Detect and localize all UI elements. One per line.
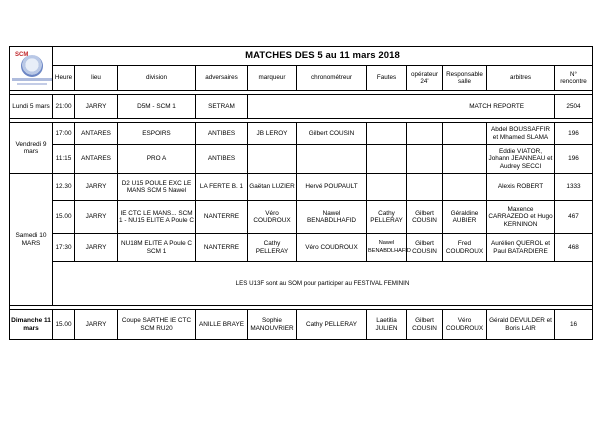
cell-operateur: Gilbert COUSIN <box>407 310 443 340</box>
cell-adversaires: LA FERTE B. 1 <box>196 174 248 201</box>
cell-rencontre: 1333 <box>555 174 593 201</box>
cell-chronometreur: Véro COUDROUX <box>297 234 367 262</box>
cell-division: Coupe SARTHE IE CTC SCM RU20 <box>118 310 196 340</box>
cell-adversaires: SETRAM <box>196 95 248 119</box>
cell-fautes <box>367 123 407 145</box>
table-row <box>10 145 593 174</box>
header-row <box>10 66 593 91</box>
cell-marqueur: JB LEROY <box>248 123 297 145</box>
header-operateur: opérateur 24' <box>407 66 443 91</box>
cell-heure: 17:00 <box>53 123 75 145</box>
day-cell-sunday: Dimanche 11 mars <box>10 310 53 340</box>
cell-fautes <box>367 174 407 201</box>
cell-operateur <box>407 123 443 145</box>
cell-heure: 21:00 <box>53 95 75 119</box>
cell-heure: 12.30 <box>53 174 75 201</box>
cell-marqueur: Sophie MANOUVRIER <box>248 310 297 340</box>
cell-fautes: Cathy PELLERAY <box>367 201 407 234</box>
cell-division: D2 U15 POULE EXC LE MANS SCM 5 Nawel <box>118 174 196 201</box>
match-schedule-sheet <box>9 46 592 340</box>
table-row <box>10 95 593 119</box>
cell-arbitres: Aurélien QUEROL et Paul BATARDIERE <box>487 234 555 262</box>
cell-rencontre: 468 <box>555 234 593 262</box>
header-marqueur: marqueur <box>248 66 297 91</box>
cell-division: NU18M ELITE A Poule C SCM 1 <box>118 234 196 262</box>
cell-operateur: Gilbert COUSIN <box>407 201 443 234</box>
header-chronometreur: chronométreur <box>297 66 367 91</box>
header-fautes: Fautes <box>367 66 407 91</box>
cell-operateur <box>407 174 443 201</box>
cell-lieu: ANTARES <box>75 145 118 174</box>
cell-rencontre: 2504 <box>555 95 593 119</box>
cell-adversaires: ANILLE BRAYE <box>196 310 248 340</box>
cell-responsable: Fred COUDROUX <box>443 234 487 262</box>
cell-rencontre: 467 <box>555 201 593 234</box>
header-adversaires: adversaires <box>196 66 248 91</box>
cell-lieu: ANTARES <box>75 123 118 145</box>
header-division: division <box>118 66 196 91</box>
cell-lieu: JARRY <box>75 310 118 340</box>
cell-responsable: Véro COUDROUX <box>443 310 487 340</box>
cell-adversaires: ANTIBES <box>196 123 248 145</box>
cell-marqueur <box>248 145 297 174</box>
cell-rencontre: 196 <box>555 123 593 145</box>
cell-lieu: JARRY <box>75 95 118 119</box>
header-responsable: Responsable salle <box>443 66 487 91</box>
cell-lieu: JARRY <box>75 174 118 201</box>
cell-division: ESPOIRS <box>118 123 196 145</box>
cell-rencontre: 16 <box>555 310 593 340</box>
header-arbitres: arbitres <box>487 66 555 91</box>
cell-responsable <box>443 145 487 174</box>
match-reporte-note: MATCH REPORTE <box>248 95 555 119</box>
cell-fautes: Laetitia JULIEN <box>367 310 407 340</box>
cell-adversaires: ANTIBES <box>196 145 248 174</box>
cell-fautes: Nawel BENABDLHAFID <box>367 234 407 262</box>
cell-chronometreur: Gilbert COUSIN <box>297 123 367 145</box>
cell-marqueur: Cathy PELLERAY <box>248 234 297 262</box>
cell-rencontre: 196 <box>555 145 593 174</box>
header-rencontre: N° rencontre <box>555 66 593 91</box>
table-row <box>10 174 593 201</box>
saturday-note: LES U13F sont au SOM pour participer au FESTIVAL FEMININ <box>53 262 593 306</box>
day-cell-friday: Vendredi 9 mars <box>10 123 53 174</box>
cell-chronometreur: Hervé POUPAULT <box>297 174 367 201</box>
day-cell-monday: Lundi 5 mars <box>10 95 53 119</box>
table-row <box>10 310 593 340</box>
cell-chronometreur <box>297 145 367 174</box>
day-cell-saturday: Samedi 10 MARS <box>10 174 53 306</box>
page-title: MATCHES DES 5 au 11 mars 2018 <box>53 47 593 66</box>
cell-arbitres: Gérald DEVULDER et Boris LAIR <box>487 310 555 340</box>
cell-arbitres: Abdel BOUSSAFFIR et Mhamed SLAMA <box>487 123 555 145</box>
cell-responsable <box>443 174 487 201</box>
table-row <box>10 201 593 234</box>
header-lieu: lieu <box>75 66 118 91</box>
cell-operateur <box>407 145 443 174</box>
cell-chronometreur: Cathy PELLERAY <box>297 310 367 340</box>
header-heure: Heure <box>53 66 75 91</box>
cell-chronometreur: Nawel BENABDLHAFID <box>297 201 367 234</box>
cell-operateur: Gilbert COUSIN <box>407 234 443 262</box>
cell-marqueur: Véro COUDROUX <box>248 201 297 234</box>
cell-adversaires: NANTERRE <box>196 234 248 262</box>
cell-heure: 15.00 <box>53 310 75 340</box>
table-row <box>10 234 593 262</box>
cell-adversaires: NANTERRE <box>196 201 248 234</box>
cell-arbitres: Maxence CARRAZEDO et Hugo KERNINON <box>487 201 555 234</box>
cell-heure: 17:30 <box>53 234 75 262</box>
cell-marqueur: Gaëtan LUZIER <box>248 174 297 201</box>
cell-division: D5M - SCM 1 <box>118 95 196 119</box>
schedule-table <box>9 46 593 340</box>
club-logo <box>10 47 53 91</box>
cell-heure: 15.00 <box>53 201 75 234</box>
cell-responsable <box>443 123 487 145</box>
cell-lieu: JARRY <box>75 234 118 262</box>
club-logo-icon: SCM <box>11 52 53 86</box>
cell-arbitres: Alexis ROBERT <box>487 174 555 201</box>
cell-heure: 11:15 <box>53 145 75 174</box>
table-row <box>10 262 593 306</box>
cell-lieu: JARRY <box>75 201 118 234</box>
cell-division: PRO A <box>118 145 196 174</box>
cell-arbitres: Eddie VIATOR, Johann JEANNEAU et Audrey SECCI <box>487 145 555 174</box>
cell-responsable: Géraldine AUBIER <box>443 201 487 234</box>
table-row <box>10 123 593 145</box>
cell-fautes <box>367 145 407 174</box>
cell-division: IE CTC LE MANS... SCM 1 - NU15 ELITE A Poule C <box>118 201 196 234</box>
